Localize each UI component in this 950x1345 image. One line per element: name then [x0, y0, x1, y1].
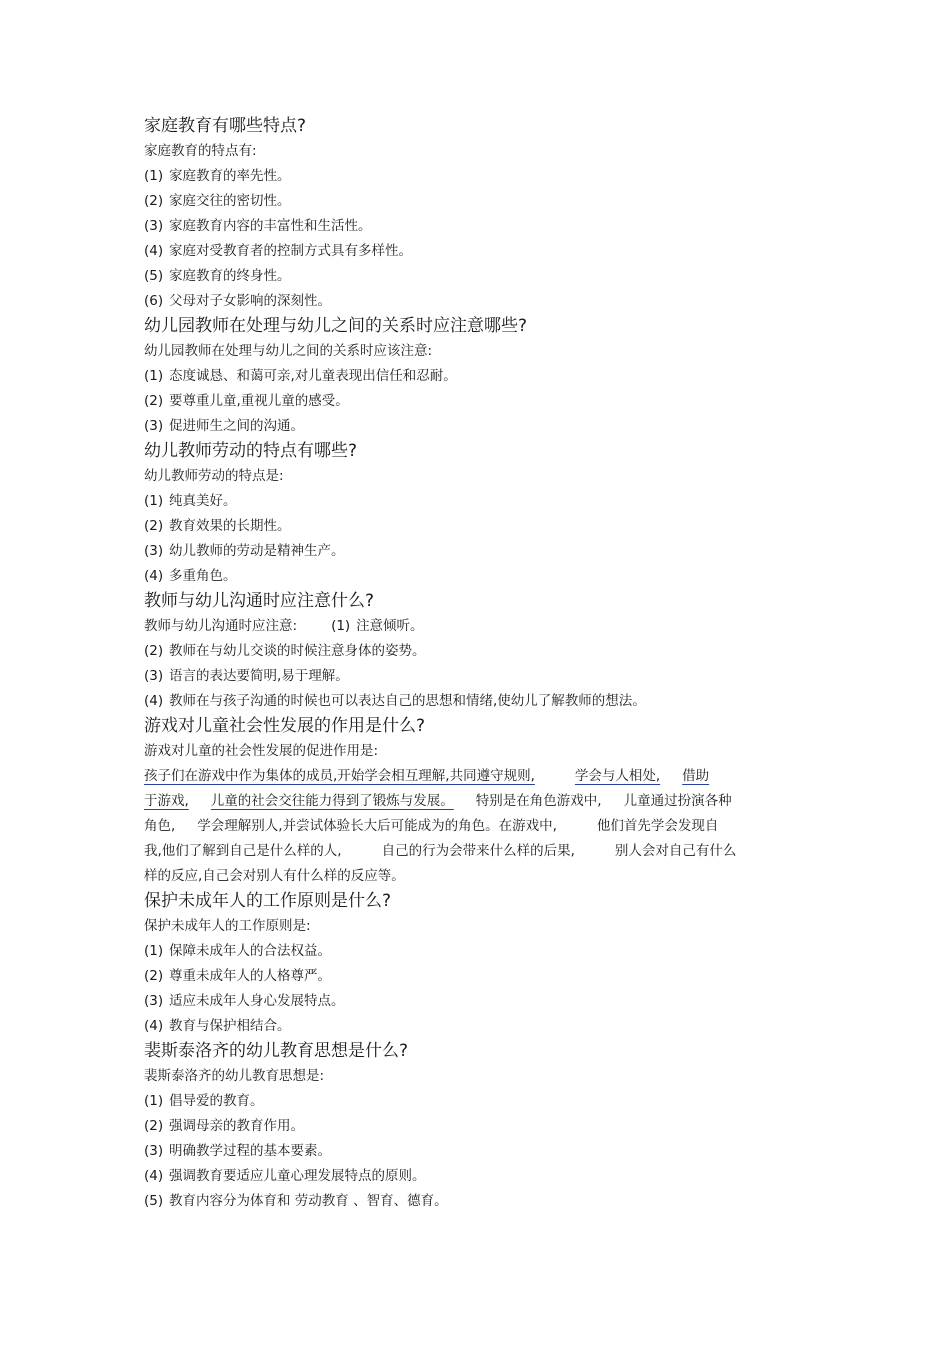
section-title: 裴斯泰洛齐的幼儿教育思想是什么?	[144, 1041, 409, 1061]
list-item: (2) 教师在与幼儿交谈的时候注意身体的姿势。	[144, 643, 426, 659]
list-item: (4) 强调教育要适应儿童心理发展特点的原则。	[144, 1168, 426, 1184]
section-game-social	[144, 714, 814, 889]
section-communication	[144, 589, 814, 714]
list-item: (3) 明确教学过程的基本要素。	[144, 1143, 331, 1159]
paragraph	[144, 764, 804, 889]
list-item: (5) 家庭教育的终身性。	[144, 268, 291, 284]
list-item: (6) 父母对子女影响的深刻性。	[144, 293, 331, 309]
list-item: (1) 态度诚恳、和蔼可亲,对儿童表现出信任和忍耐。	[144, 368, 457, 384]
list-item: (3) 语言的表达要简明,易于理解。	[144, 668, 349, 684]
section-family-education	[144, 114, 814, 314]
paragraph-line: 角色, 学会理解别人,并尝试体验长大后可能成为的角色。在游戏中, 他们首先学会发现自	[144, 818, 719, 834]
document-page	[144, 114, 814, 1214]
paragraph-line: 孩子们在游戏中作为集体的成员,开始学会相互理解,共同遵守规则, 学会与人相处, 借助	[144, 768, 710, 784]
list-item: (3) 家庭教育内容的丰富性和生活性。	[144, 218, 372, 234]
section-intro: 游戏对儿童的社会性发展的促进作用是:	[144, 743, 379, 759]
section-intro: 保护未成年人的工作原则是:	[144, 918, 311, 934]
list-item: (5) 教育内容分为体育和 劳动教育 、智育、德育。	[144, 1193, 448, 1209]
list-item: (2) 家庭交往的密切性。	[144, 193, 291, 209]
section-teacher-labor	[144, 439, 814, 589]
list-item: (1) 纯真美好。	[144, 493, 237, 509]
list-item: (4) 教师在与孩子沟通的时候也可以表达自己的思想和情绪,使幼儿了解教师的想法。	[144, 693, 646, 709]
section-title: 幼儿教师劳动的特点有哪些?	[144, 441, 358, 461]
section-intro: 家庭教育的特点有:	[144, 143, 257, 159]
list-item: (4) 多重角色。	[144, 568, 237, 584]
list-item: (4) 教育与保护相结合。	[144, 1018, 291, 1034]
section-intro: 裴斯泰洛齐的幼儿教育思想是:	[144, 1068, 325, 1084]
list-item: (1) 倡导爱的教育。	[144, 1093, 264, 1109]
list-item: (3) 适应未成年人身心发展特点。	[144, 993, 345, 1009]
section-teacher-child-relation	[144, 314, 814, 439]
list-item: (2) 要尊重儿童,重视儿童的感受。	[144, 393, 349, 409]
list-item: (3) 幼儿教师的劳动是精神生产。	[144, 543, 345, 559]
section-title: 幼儿园教师在处理与幼儿之间的关系时应注意哪些?	[144, 316, 528, 336]
list-item: (4) 家庭对受教育者的控制方式具有多样性。	[144, 243, 412, 259]
section-title: 教师与幼儿沟通时应注意什么?	[144, 591, 375, 611]
list-item: (3) 促进师生之间的沟通。	[144, 418, 304, 434]
section-title: 家庭教育有哪些特点?	[144, 116, 307, 136]
section-intro: 幼儿教师劳动的特点是:	[144, 468, 284, 484]
list-item: (2) 教育效果的长期性。	[144, 518, 291, 534]
section-title: 保护未成年人的工作原则是什么?	[144, 891, 392, 911]
list-item: (2) 尊重未成年人的人格尊严。	[144, 968, 331, 984]
section-minor-protection	[144, 889, 814, 1039]
paragraph-line: 于游戏, 儿童的社会交往能力得到了锻炼与发展。 特别是在角色游戏中, 儿童通过扮演各种	[144, 793, 732, 809]
section-pestalozzi	[144, 1039, 814, 1214]
paragraph-line: 我,他们了解到自己是什么样的人, 自己的行为会带来什么样的后果, 别人会对自己有什么	[144, 843, 737, 859]
list-item: (1) 保障未成年人的合法权益。	[144, 943, 331, 959]
section-intro: 幼儿园教师在处理与幼儿之间的关系时应该注意:	[144, 343, 433, 359]
list-item: (1) 家庭教育的率先性。	[144, 168, 291, 184]
section-title: 游戏对儿童社会性发展的作用是什么?	[144, 716, 426, 736]
section-intro: 教师与幼儿沟通时应注意: (1) 注意倾听。	[144, 618, 424, 634]
list-item: (2) 强调母亲的教育作用。	[144, 1118, 304, 1134]
paragraph-line: 样的反应,自己会对别人有什么样的反应等。	[144, 868, 405, 884]
